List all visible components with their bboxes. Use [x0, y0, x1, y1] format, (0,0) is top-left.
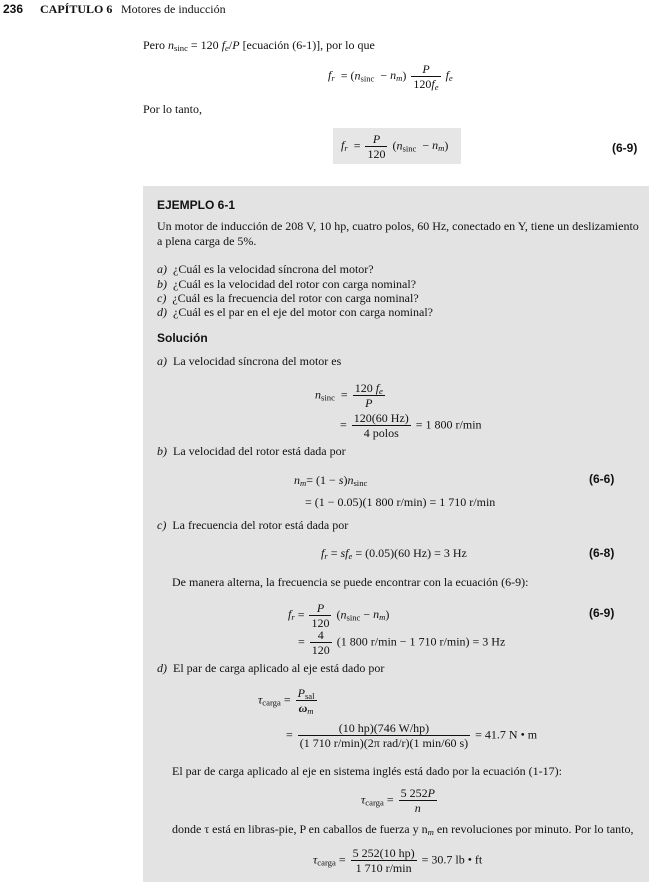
page-number: 236: [3, 2, 24, 16]
solution-c-text: c) La frecuencia del rotor está dada por: [157, 518, 349, 532]
equation-tau-3: $\tau_{carga}$ = $\frac{5 252P}{n}$: [361, 786, 435, 815]
question-d: d) ¿Cuál es el par en el eje del motor con carga nominal?: [157, 305, 434, 319]
por-lo-tanto: Por lo tanto,: [143, 102, 202, 116]
equation-nm-1: $n_m= (1 - s)n_{sinc}$: [294, 473, 368, 489]
equation-number: (6-8): [589, 546, 615, 560]
donde-text: donde τ está en libras-pie, P en caballos de fuerza y $n_m$ en revoluciones por minuto. Por lo tanto,: [172, 822, 634, 838]
equation-6-9: $f_r$ = $\frac{P}{120}$ $(n_{sinc} - n_m)$: [341, 132, 449, 161]
solution-title: Solución: [157, 331, 208, 345]
equation-number: (6-9): [589, 606, 615, 620]
equation-nsinc-2: = $\frac{120(60 Hz)}{\text{4 polos}}$ = 1 800 r/min: [340, 411, 482, 440]
equation-number: (6-9): [612, 141, 638, 155]
equation-fr-c2: $f_r$ = $\frac{P}{120}$ $(n_{sinc} - n_m)$: [288, 601, 390, 630]
equation-tau-2: = $\frac{(10 hp)(746 W/hp)}{\text{(1 710 r/min)(2π rad/r)(1 min/60 s)}}$ = 41.7 N • m: [286, 721, 538, 750]
equation-fr-c1: $f_r = sf_e = (0.05)(60$ Hz) = 3 Hz: [321, 546, 467, 562]
equation-tau-1: $\tau_{carga}$ = $\frac{P_{sal}}{\omega_m}$: [258, 686, 315, 717]
english-text: El par de carga aplicado al eje en sistema inglés está dado por la ecuación (1-17):: [172, 764, 562, 778]
solution-a-text: a) La velocidad síncrona del motor es: [157, 354, 342, 368]
equation-fr-1: $f_r = (n_{sinc} - n_m)$ $\frac{P}{120f_e}$ $f_e$: [328, 62, 453, 93]
solution-b-text: b) La velocidad del rotor está dada por: [157, 444, 346, 458]
alt-text: De manera alterna, la frecuencia se puede encontrar con la ecuación (6-9):: [172, 575, 529, 589]
intro-line: Pero $n_{sinc} = 120$ $f_e/P$ [ecuación (6-1)], por lo que: [143, 38, 375, 54]
example-title: EJEMPLO 6-1: [157, 198, 236, 212]
chapter-label: CAPÍTULO 6: [40, 2, 113, 16]
question-b: b) ¿Cuál es la velocidad del rotor con carga nominal?: [157, 277, 417, 291]
equation-number: (6-6): [589, 472, 615, 486]
question-c: c) ¿Cuál es la frecuencia del rotor con carga nominal?: [157, 291, 419, 305]
question-a: a) ¿Cuál es la velocidad síncrona del motor?: [157, 262, 374, 276]
equation-tau-4: $\tau_{carga}$ = $\frac{5 252(10 hp)}{1 710 r/\min}$ = 30.7 lb • ft: [313, 846, 483, 875]
solution-d-text: d) El par de carga aplicado al eje está dado por: [157, 661, 385, 675]
equation-nsinc-1: $n_{sinc}$ = $\frac{120 f_e}{P}$: [315, 381, 383, 410]
chapter-title: Motores de inducción: [121, 2, 226, 16]
equation-fr-c3: = $\frac{4}{120}$ (1 800 r/min − 1 710 r/min) = 3 Hz: [298, 628, 506, 657]
equation-nm-2: = (1 − 0.05)(1 800 r/min) = 1 710 r/min: [305, 495, 496, 509]
example-statement: Un motor de inducción de 208 V, 10 hp, cuatro polos, 60 Hz, conectado en Y, tiene un deslizamiento a plena carga de 5%.: [157, 219, 639, 248]
